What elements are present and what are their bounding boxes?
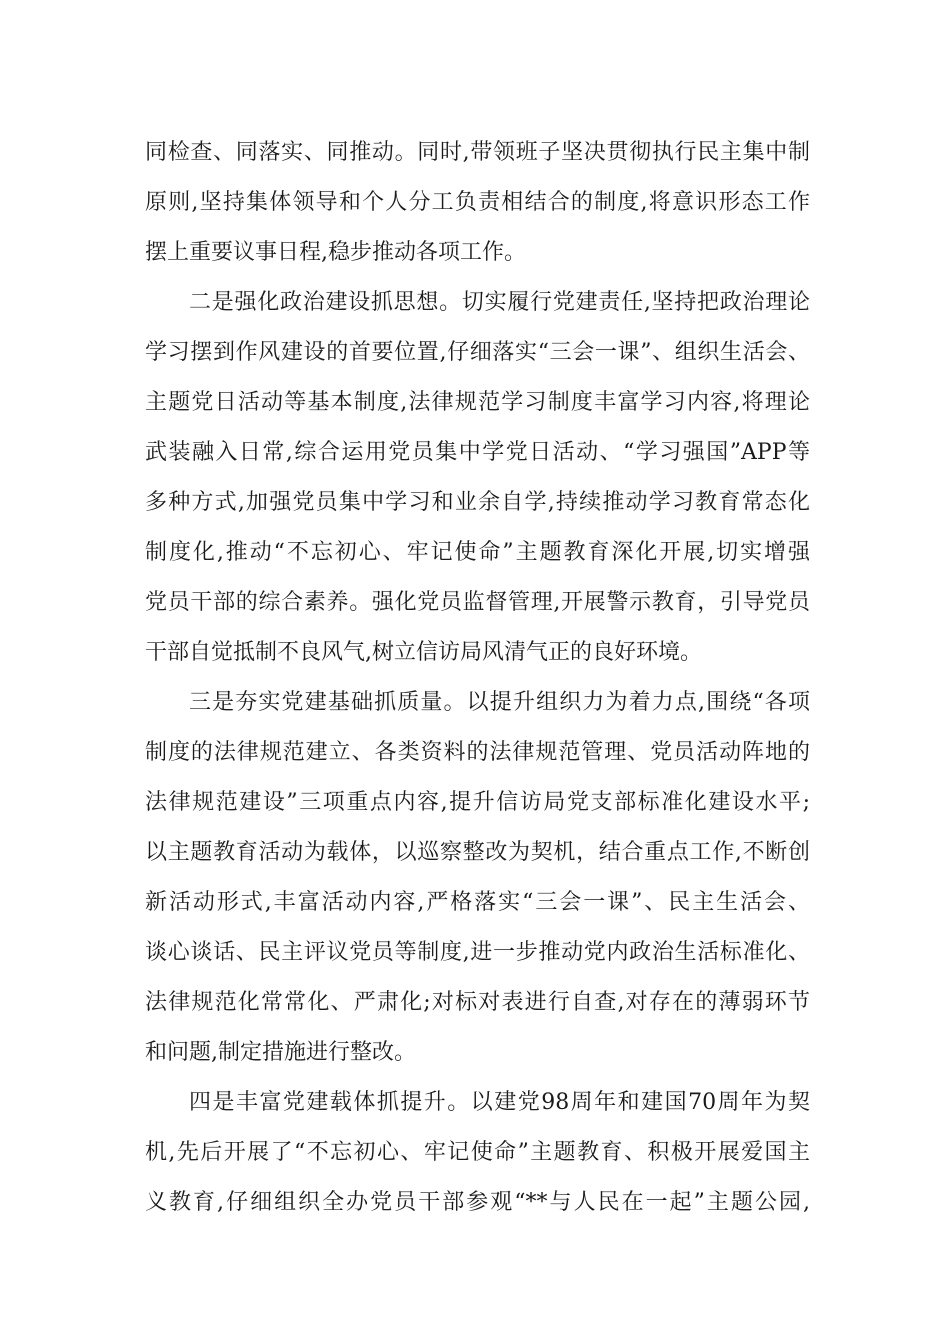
text-line: 武装融入日常,综合运用党员集中学党日活动、“学习强国”APP等 xyxy=(145,440,810,465)
text-line: 学习摆到作风建设的首要位置,仔细落实“三会一课”、组织生活会、 xyxy=(145,340,810,365)
text-line: 摆上重要议事日程,稳步推动各项工作。 xyxy=(145,240,526,265)
text-line: 法律规范化常常化、严肃化;对标对表进行自查,对存在的薄弱环节 xyxy=(145,990,810,1015)
text-line: 党员干部的综合素养。强化党员监督管理,开展警示教育，引导党员 xyxy=(145,590,810,615)
text-line: 和问题,制定措施进行整改。 xyxy=(145,1040,416,1065)
text-line: 新活动形式,丰富活动内容,严格落实“三会一课”、民主生活会、 xyxy=(145,890,810,915)
text-line: 原则,坚持集体领导和个人分工负责相结合的制度,将意识形态工作 xyxy=(145,190,810,215)
text-line: 谈心谈话、民主评议党员等制度,进一步推动党内政治生活标准化、 xyxy=(145,940,810,965)
document-body xyxy=(145,128,810,1228)
text-line: 制度的法律规范建立、各类资料的法律规范管理、党员活动阵地的 xyxy=(145,740,810,765)
text-line: 机,先后开展了“不忘初心、牢记使命”主题教育、积极开展爱国主 xyxy=(145,1140,810,1165)
text-line: 多种方式,加强党员集中学习和业余自学,持续推动学习教育常态化 xyxy=(145,490,810,515)
paragraph-start-line: 三是夯实党建基础抓质量。以提升组织力为着力点,围绕“各项 xyxy=(189,690,810,715)
text-line: 义教育,仔细组织全办党员干部参观“**与人民在一起”主题公园, xyxy=(145,1190,810,1215)
paragraph-start-line: 二是强化政治建设抓思想。切实履行党建责任,坚持把政治理论 xyxy=(189,290,810,315)
text-line: 主题党日活动等基本制度,法律规范学习制度丰富学习内容,将理论 xyxy=(145,390,810,415)
text-line: 同检查、同落实、同推动。同时,带领班子坚决贯彻执行民主集中制 xyxy=(145,140,810,165)
text-line: 干部自觉抵制不良风气,树立信访局风清气正的良好环境。 xyxy=(145,640,702,665)
text-line: 制度化,推动“不忘初心、牢记使命”主题教育深化开展,切实增强 xyxy=(145,540,810,565)
text-line: 以主题教育活动为载体，以巡察整改为契机，结合重点工作,不断创 xyxy=(145,840,810,865)
text-line: 法律规范建设”三项重点内容,提升信访局党支部标准化建设水平; xyxy=(145,790,810,815)
paragraph-start-line: 四是丰富党建载体抓提升。以建党98周年和建国70周年为契 xyxy=(189,1090,810,1115)
